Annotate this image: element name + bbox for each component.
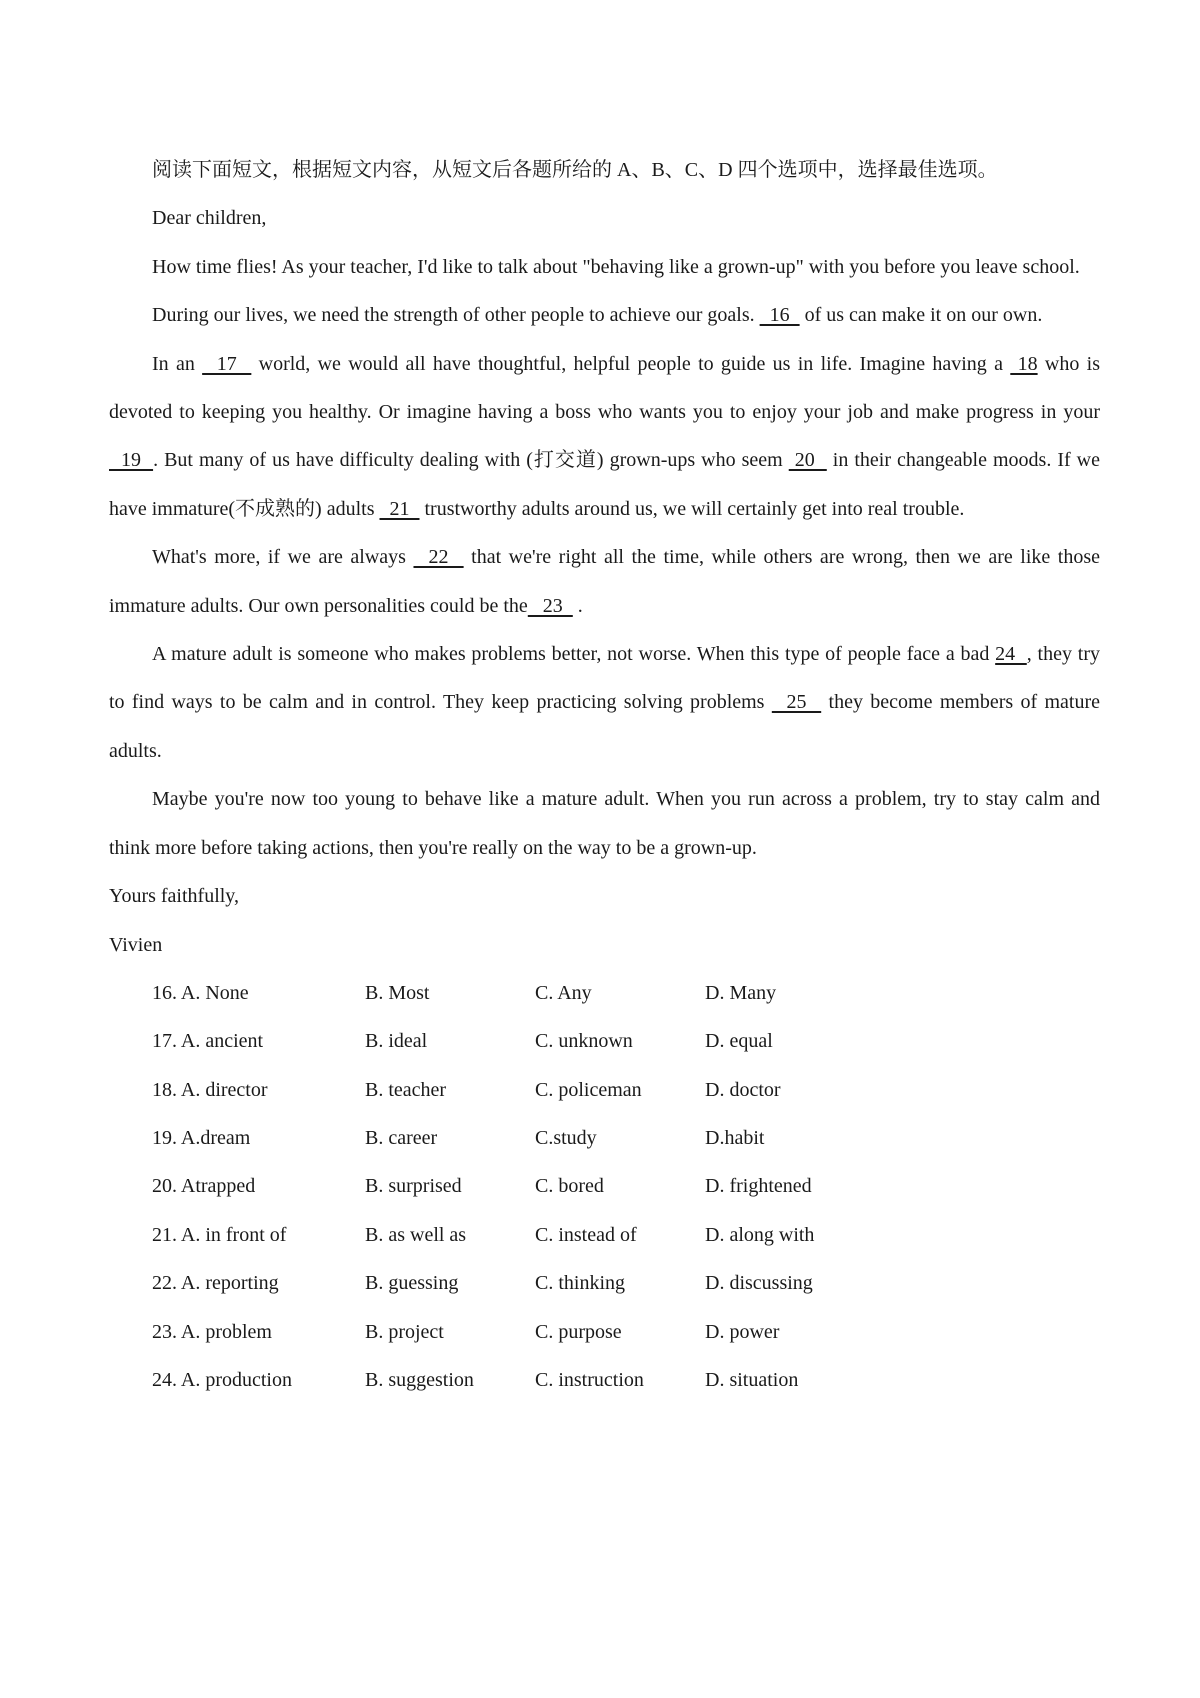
letter-salutation: Dear children,	[152, 207, 267, 230]
option-d: D. power	[705, 1320, 780, 1343]
options-row-17	[109, 1017, 1100, 1065]
option-d: D. doctor	[705, 1078, 781, 1101]
letter-paragraph-6: Maybe you're now too young to behave like a mature adult. When you run across a problem, try to stay calm and think more before taking actions, then you're really on the way to be a grown-up.	[109, 788, 1100, 859]
option-d: D. along with	[705, 1223, 815, 1246]
option-d: D. situation	[705, 1369, 799, 1392]
blank-24: 24	[995, 643, 1027, 666]
worksheet-page	[109, 146, 1100, 1404]
option-a: 17. A. ancient	[152, 1030, 264, 1053]
option-b: B. surprised	[365, 1175, 462, 1198]
blank-23: 23	[527, 594, 573, 617]
option-c: C. Any	[535, 981, 592, 1004]
option-b: B. Most	[365, 981, 430, 1004]
option-b: B. career	[365, 1127, 438, 1150]
option-c: C. policeman	[535, 1078, 642, 1101]
option-c: C.study	[535, 1127, 597, 1150]
option-b: B. teacher	[365, 1078, 447, 1101]
blank-17: 17	[202, 352, 252, 375]
options-row-22	[109, 1259, 1100, 1307]
options-row-18	[109, 1066, 1100, 1114]
letter-paragraph-5: A mature adult is someone who makes problems better, not worse. When this type of people face a bad 24 , they try to find ways to be calm and in control. They keep practicing solving problems 25 they become members of mature adults.	[109, 643, 1101, 762]
option-d: D. Many	[705, 981, 777, 1004]
option-a: 16. A. None	[152, 981, 249, 1004]
letter-paragraph-2: During our lives, we need the strength of other people to achieve our goals. 16 of us can make it on our own.	[152, 304, 1043, 327]
options-row-21	[109, 1211, 1100, 1259]
option-a: 21. A. in front of	[152, 1223, 287, 1246]
option-b: B. as well as	[365, 1223, 467, 1246]
option-b: B. suggestion	[365, 1369, 474, 1392]
option-a: 22. A. reporting	[152, 1272, 279, 1295]
option-c: C. unknown	[535, 1030, 633, 1053]
options-row-20	[109, 1162, 1100, 1210]
option-a: 23. A. problem	[152, 1320, 272, 1343]
letter-paragraph-1: How time flies! As your teacher, I'd like to talk about "behaving like a grown-up" with you before you leave school.	[152, 255, 1080, 278]
option-c: C. bored	[535, 1175, 604, 1198]
options-row-24	[109, 1356, 1100, 1404]
blank-18: 18	[1010, 352, 1038, 375]
letter-paragraph-4: What's more, if we are always 22 that we're right all the time, while others are wrong, then we are like those immature adults. Our own personalities could be the 23 .	[109, 546, 1101, 617]
letter-paragraph-3: In an 17 world, we would all have thoughtful, helpful people to guide us in life. Imagine having a 18 who is devoted to keeping you healthy. Or imagine having a boss who wants you to enjoy your job and make progress in your 19 . But many of us have difficulty dealing with (打交道) grown-ups who seem 20 in their changeable moods. If we have immature(不成熟的) adults 21 trustworthy adults around us, we will certainly get into real trouble.	[109, 352, 1100, 520]
blank-19: 19	[109, 449, 154, 472]
blank-25: 25	[771, 691, 822, 714]
letter-signature: Vivien	[109, 933, 163, 956]
option-b: B. ideal	[365, 1030, 428, 1053]
option-c: C. purpose	[535, 1320, 622, 1343]
option-d: D.habit	[705, 1127, 765, 1150]
answer-options	[109, 969, 1100, 1405]
option-a: 19. A.dream	[152, 1127, 251, 1150]
option-a: 24. A. production	[152, 1369, 292, 1392]
letter-closing: Yours faithfully,	[109, 885, 240, 908]
options-row-16	[109, 969, 1100, 1017]
option-a: 20. Atrapped	[152, 1175, 256, 1198]
option-a: 18. A. director	[152, 1078, 268, 1101]
blank-22: 22	[413, 546, 464, 569]
option-b: B. guessing	[365, 1272, 459, 1295]
blank-20: 20	[788, 449, 827, 472]
option-c: C. instead of	[535, 1223, 637, 1246]
option-c: C. thinking	[535, 1272, 626, 1295]
options-row-19	[109, 1114, 1100, 1162]
option-b: B. project	[365, 1320, 444, 1343]
option-c: C. instruction	[535, 1369, 644, 1392]
blank-21: 21	[379, 497, 420, 520]
option-d: D. discussing	[705, 1272, 813, 1295]
option-d: D. equal	[705, 1030, 773, 1053]
instructions: 阅读下面短文，根据短文内容，从短文后各题所给的 A、B、C、D 四个选项中，选择最佳选项。	[152, 159, 998, 181]
option-d: D. frightened	[705, 1175, 812, 1198]
options-row-23	[109, 1308, 1100, 1356]
blank-16: 16	[759, 304, 800, 327]
